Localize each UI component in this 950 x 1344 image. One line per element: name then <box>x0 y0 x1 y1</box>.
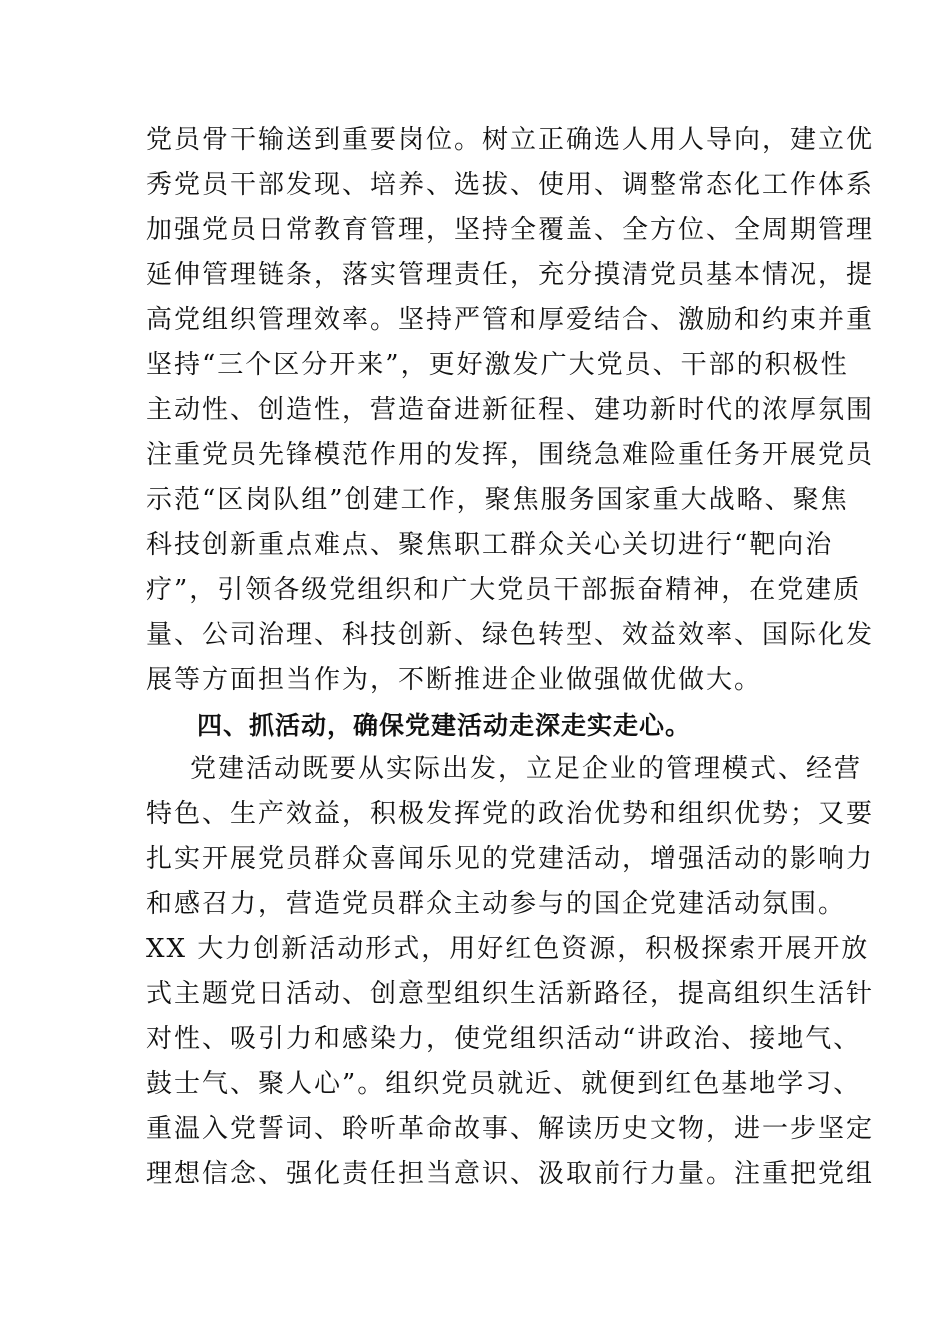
text-line: 扎实开展党员群众喜闻乐见的党建活动，增强活动的影响力 <box>146 844 875 874</box>
paragraph-2 <box>146 747 875 1197</box>
section-heading: 四、抓活动，确保党建活动走深走实走心。 <box>197 711 692 740</box>
paragraph-1 <box>146 118 875 703</box>
text-line: 高党组织管理效率。坚持严管和厚爱结合、激励和约束并重 <box>146 305 875 335</box>
text-line: 式主题党日活动、创意型组织生活新路径，提高组织生活针 <box>146 979 875 1009</box>
text-line: 注重党员先锋模范作用的发挥，围绕急难险重任务开展党员 <box>146 440 875 470</box>
text-line: XX 大力创新活动形式，用好红色资源，积极探索开展开放 <box>146 934 870 964</box>
text-line: 党员骨干输送到重要岗位。树立正确选人用人导向，建立优 <box>146 125 875 155</box>
text-line: 坚持“三个区分开来”，更好激发广大党员、干部的积极性 <box>146 350 849 380</box>
text-line: 特色、生产效益，积极发挥党的政治优势和组织优势；又要 <box>146 799 875 829</box>
text-line: 主动性、创造性，营造奋进新征程、建功新时代的浓厚氛围 <box>146 395 875 425</box>
text-line: 延伸管理链条，落实管理责任，充分摸清党员基本情况，提 <box>146 260 875 290</box>
text-line: 对性、吸引力和感染力，使党组织活动“讲政治、接地气、 <box>146 1024 862 1054</box>
text-line: 展等方面担当作为，不断推进企业做强做优做大。 <box>146 665 763 695</box>
text-line: 鼓士气、聚人心”。组织党员就近、就便到红色基地学习、 <box>146 1069 862 1099</box>
text-line: 理想信念、强化责任担当意识、汲取前行力量。注重把党组 <box>146 1159 875 1189</box>
text-line: 示范“区岗队组”创建工作，聚焦服务国家重大战略、聚焦 <box>146 485 849 515</box>
text-line: 加强党员日常教育管理，坚持全覆盖、全方位、全周期管理 <box>146 215 875 245</box>
text-line: 科技创新重点难点、聚焦职工群众关心关切进行“靶向治 <box>146 530 834 560</box>
text-line: 重温入党誓词、聆听革命故事、解读历史文物，进一步坚定 <box>146 1114 875 1144</box>
text-line: 和感召力，营造党员群众主动参与的国企党建活动氛围。 <box>146 889 847 919</box>
text-line: 疗”，引领各级党组织和广大党员干部振奋精神，在党建质 <box>146 575 862 605</box>
text-line: 秀党员干部发现、培养、选拔、使用、调整常态化工作体系 <box>146 170 875 200</box>
text-line: 量、公司治理、科技创新、绿色转型、效益效率、国际化发 <box>146 620 875 650</box>
text-line: 党建活动既要从实际出发，立足企业的管理模式、经营 <box>190 754 863 784</box>
